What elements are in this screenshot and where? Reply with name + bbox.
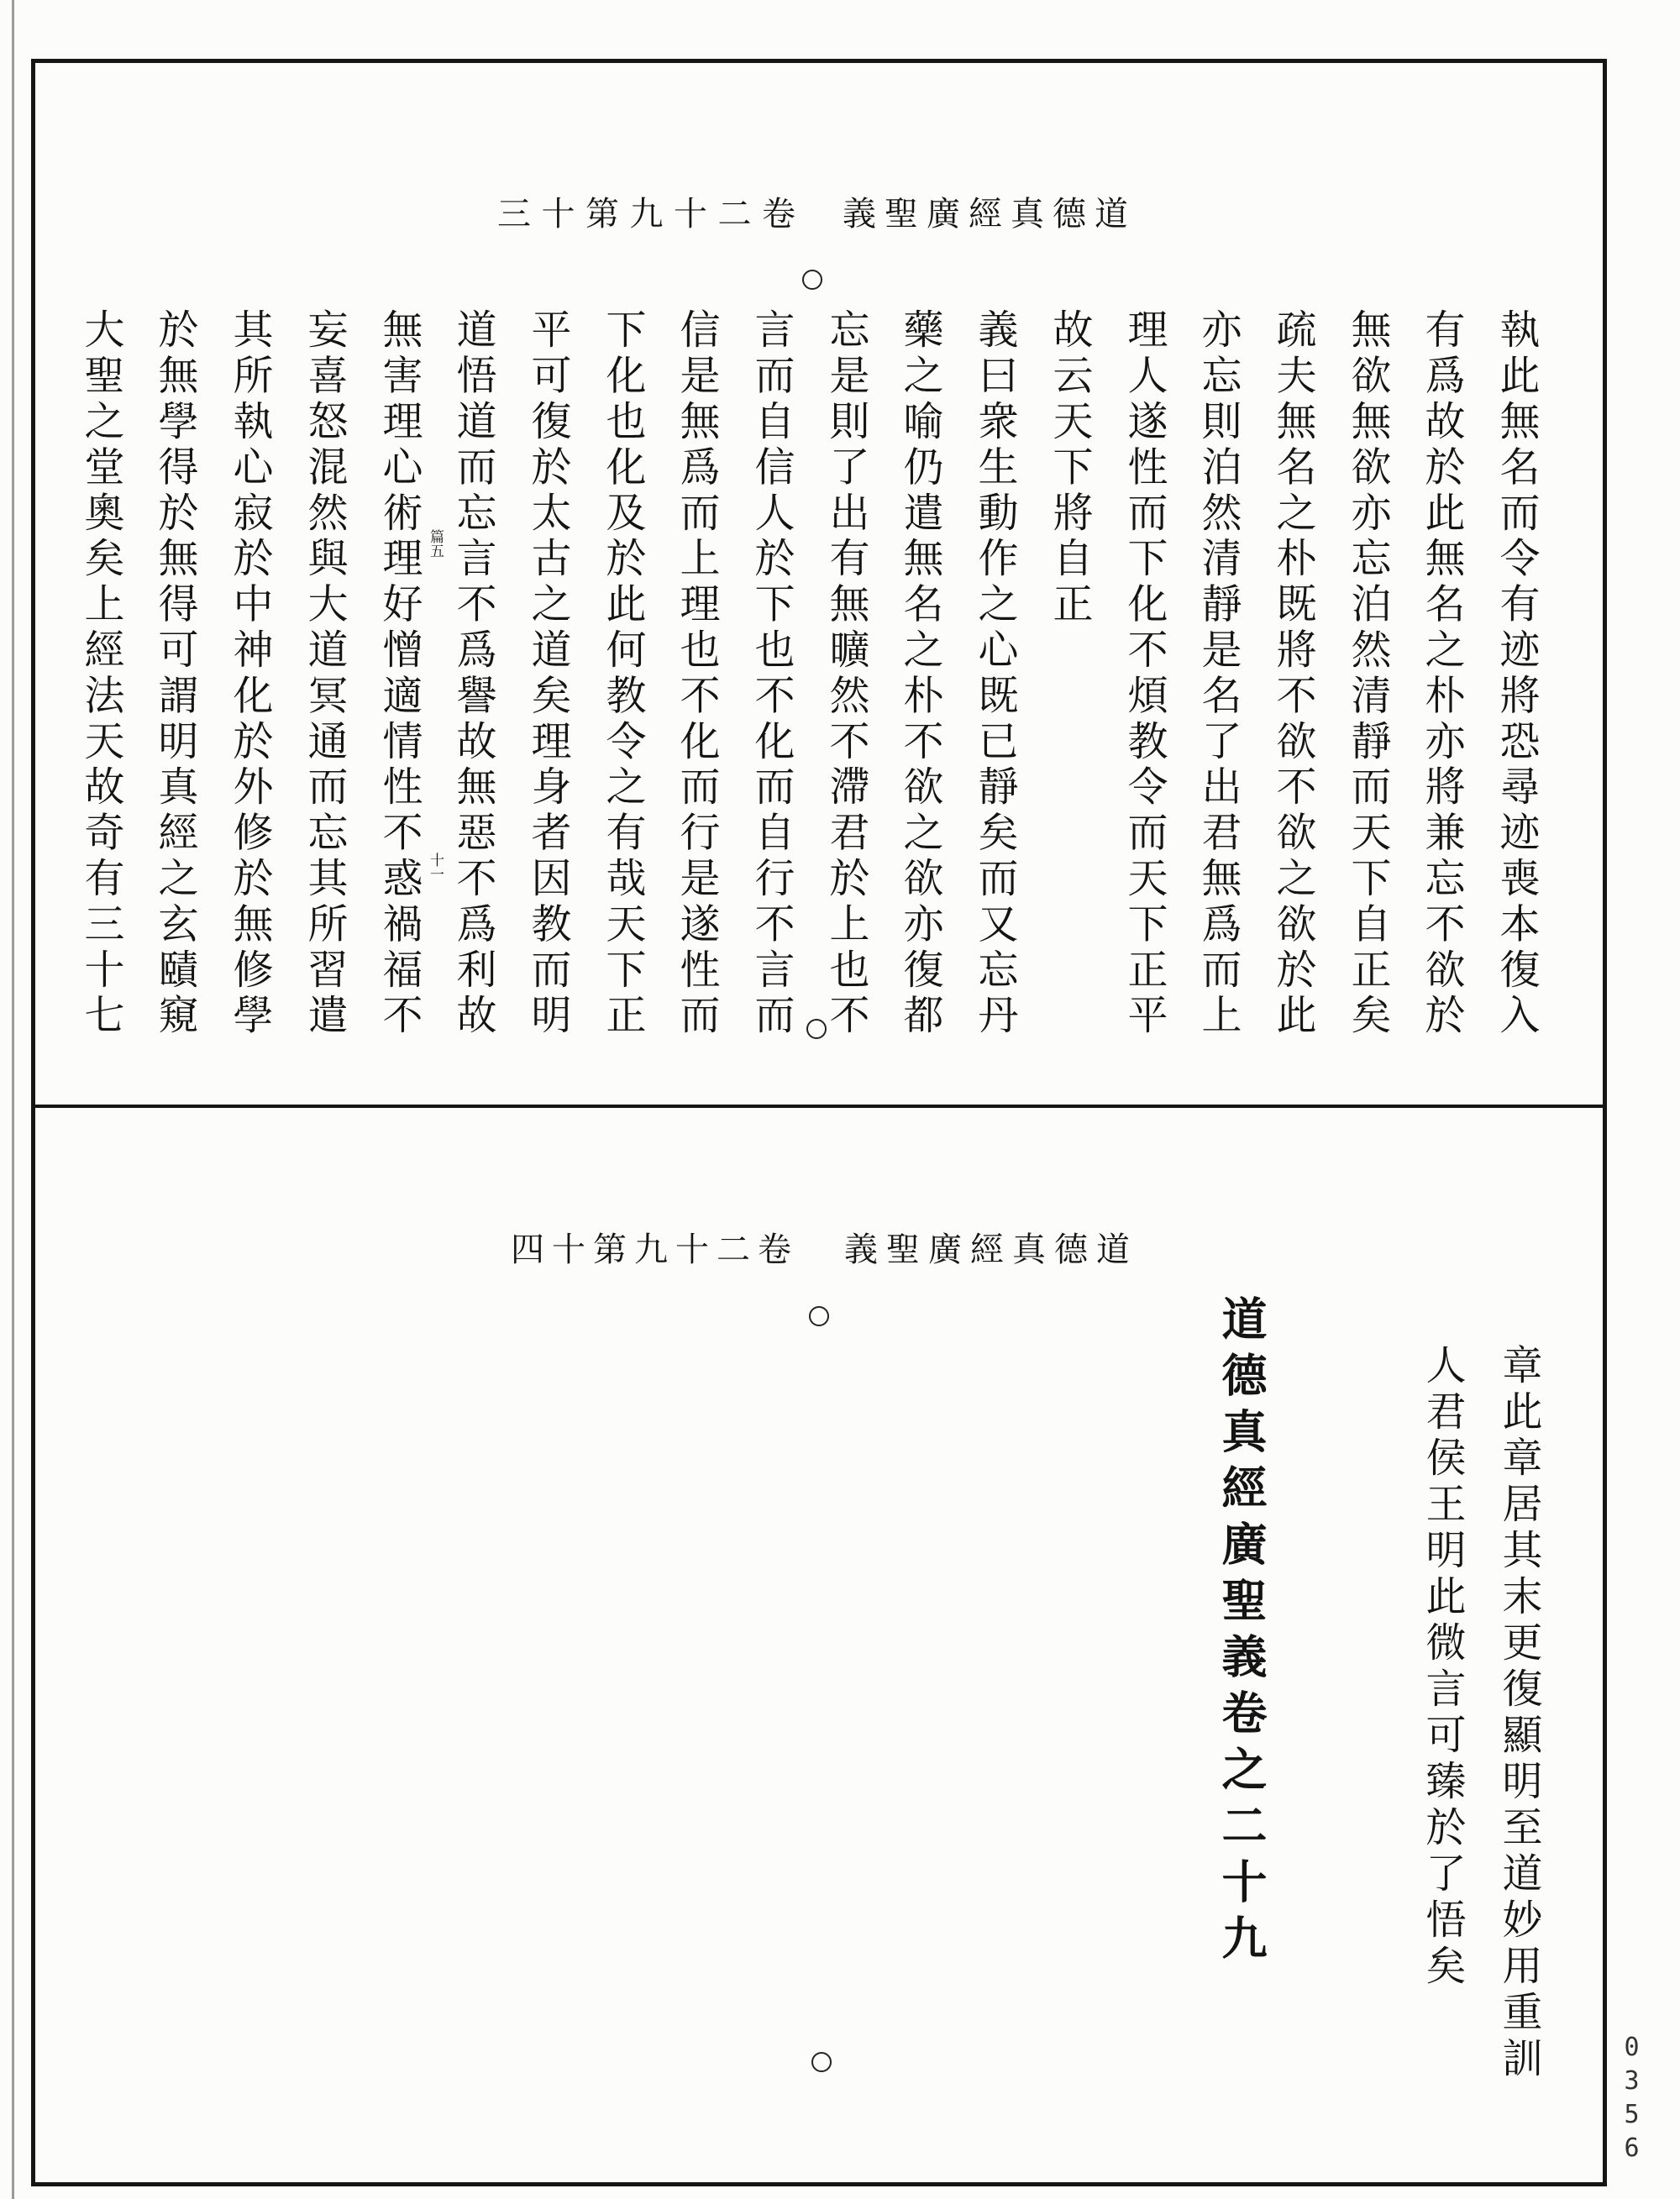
upper-text-column-17: 妄喜怒混然與大道冥通而忘其所習遣 [301,308,348,1040]
upper-text-column-13: 下化也化及於此何教令之有哉天下正 [599,308,646,1040]
upper-text-column-18: 其所執心寂於中神化於外修於無修學 [226,308,273,1040]
upper-text-column-20: 大聖之堂奧矣上經法天故奇有三十七 [77,308,124,1040]
upper-header-volume: 卷二十九第十三 [497,195,806,234]
lower-text-column-1: 章此章居其末更復顯明至道妙用重訓 [1495,1344,1542,2083]
upper-text-column-1: 執此無名而令有迹將恐尋迹喪本復入 [1493,308,1540,1040]
page-divider [31,1105,1607,1108]
upper-text-column-14: 平可復於太古之道矣理身者因教而明 [524,308,571,1040]
lower-header-volume: 卷二十九第十四 [511,1231,799,1269]
block-mark-number: 十一 [427,853,444,881]
block-mark-sheet: 篇五 [427,529,444,558]
upper-text-column-19: 於無學得於無得可謂明真經之玄賾窺 [151,308,198,1040]
fold-circle-mark [809,1306,829,1326]
closing-volume-title: 道德真經廣聖義卷之二十九 [1215,1295,1268,1971]
upper-text-column-5: 亦忘則泊然清靜是名了出君無爲而上 [1194,308,1242,1040]
upper-text-column-9: 藥之喻仍遣無名之朴不欲之欲亦復都 [896,308,943,1040]
upper-text-column-12: 信是無爲而上理也不化而行是遂性而 [673,308,720,1040]
upper-text-column-2: 有爲故於此無名之朴亦將兼忘不欲於 [1418,308,1465,1040]
upper-text-column-3: 無欲無欲亦忘泊然清靜而天下自正矣 [1344,308,1391,1040]
lower-text-column-2: 人君侯王明此微言可臻於了悟矣 [1419,1344,1466,1991]
upper-text-column-8: 義曰衆生動作之心既已靜矣而又忘丹 [971,308,1018,1040]
upper-text-column-10: 忘是則了出有無曠然不滯君於上也不 [822,308,869,1040]
upper-text-column-11: 言而自信人於下也不化而自行不言而 [748,308,795,1040]
upper-text-column-16: 無害理心術理好憎適情性不惑禍福不 [375,308,423,1040]
upper-text-column-15: 道悟道而忘言不爲譽故無惡不爲利故 [449,308,496,1040]
lower-header-title: 道德真經廣聖義 [844,1231,1138,1269]
page-number: 0356 [1617,2033,1646,2167]
fold-circle-mark [811,2052,832,2072]
scan-edge-line [12,0,14,2199]
upper-header-title: 道德真經廣聖義 [843,195,1137,234]
fold-circle-mark [802,270,822,290]
upper-text-column-4: 疏夫無名之朴既將不欲不欲之欲於此 [1269,308,1316,1040]
upper-text-column-6: 理人遂性而下化不煩教令而天下正平 [1121,308,1168,1040]
upper-text-column-7: 故云天下將自正 [1046,308,1093,628]
